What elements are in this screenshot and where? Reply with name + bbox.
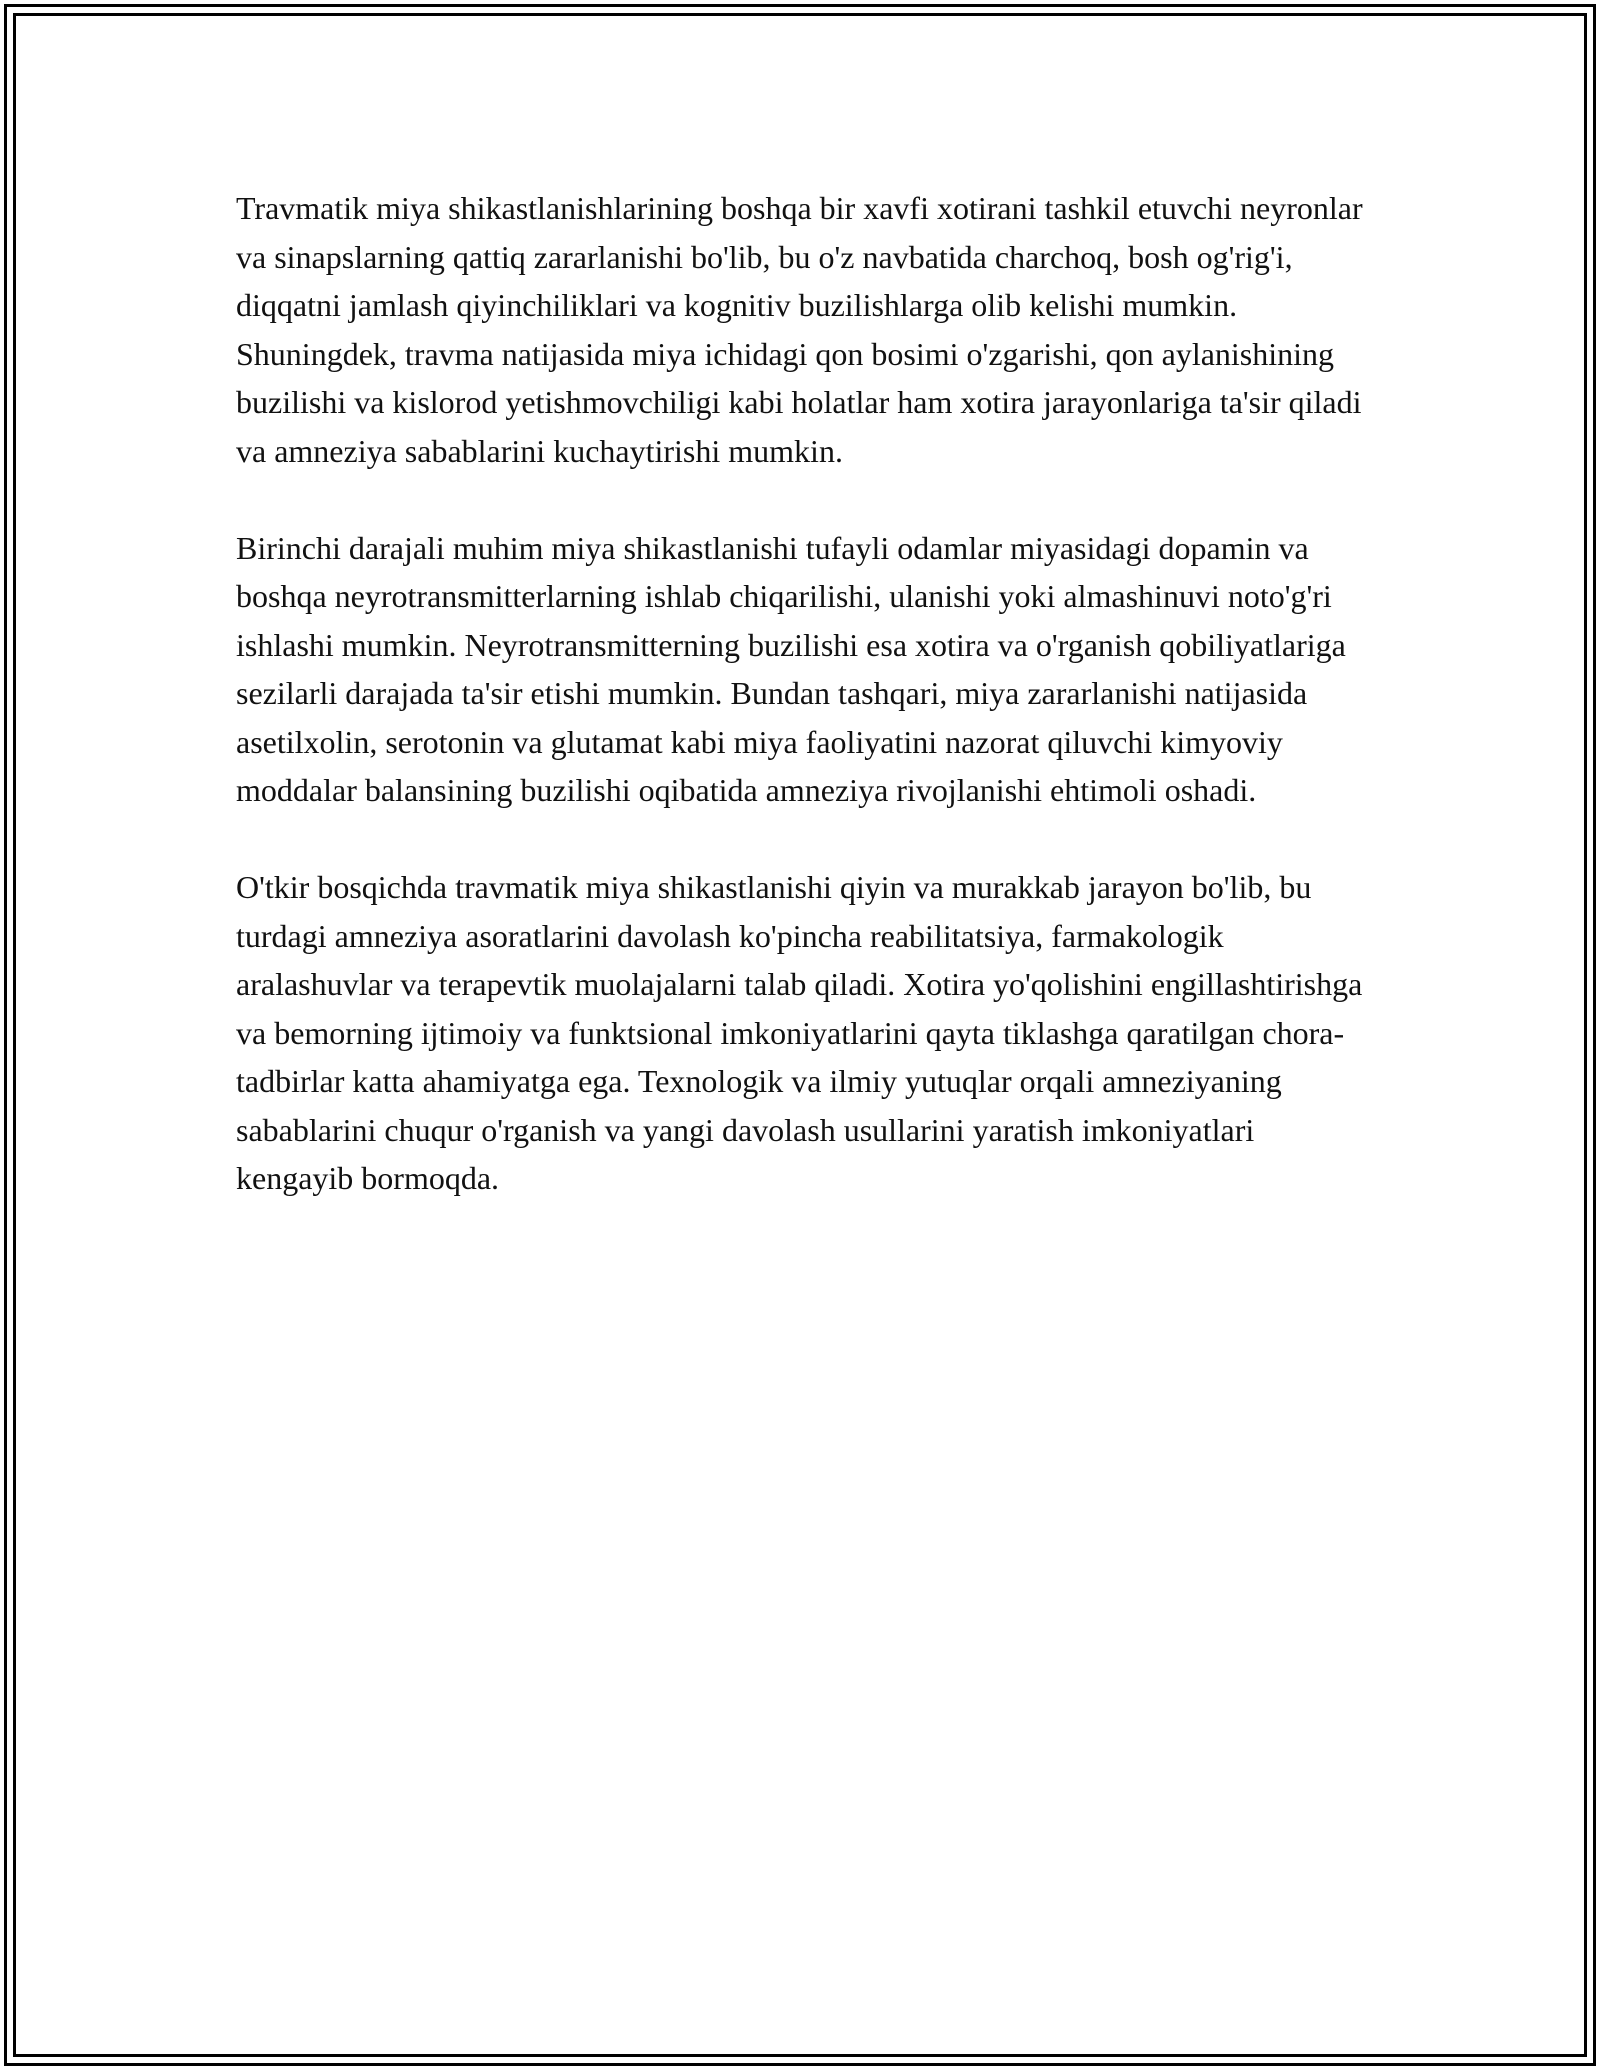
paragraph-1: Travmatik miya shikastlanishlarining boshqa bir xavfi xotirani tashkil etuvchi neyronlar va sinapslarning qattiq zararlanishi bo'lib, bu o'z navbatida charchoq, bosh og'rig'i, diqqatni jamlash qiyinchiliklari va kognitiv buzilishlarga olib kelishi mumkin. Shuningdek, travma natijasida miya ichidagi qon bosimi o'zgarishi, qon aylanishining buzilishi va kislorod yetishmovchiligi kabi holatlar ham xotira jarayonlariga ta'sir qiladi va amneziya sabablarini kuchaytirishi mumkin. bbox=[236, 190, 1363, 469]
document-body bbox=[236, 184, 1366, 1251]
paragraph-3: O'tkir bosqichda travmatik miya shikastlanishi qiyin va murakkab jarayon bo'lib, bu turdagi amneziya asoratlarini davolash ko'pincha reabilitatsiya, farmakologik aralashuvlar va terapevtik muolajalarni talab qiladi. Xotira yo'qolishini engillashtirishga va bemorning ijtimoiy va funktsional imkoniyatlarini qayta tiklashga qaratilgan chora-tadbirlar katta ahamiyatga ega. Texnologik va ilmiy yutuqlar orqali amneziyaning sabablarini chuqur o'rganish va yangi davolash usullarini yaratish imkoniyatlari kengayib bormoqda. bbox=[236, 869, 1363, 1196]
paragraph-2: Birinchi darajali muhim miya shikastlanishi tufayli odamlar miyasidagi dopamin va boshqa neyrotransmitterlarning ishlab chiqarilishi, ulanishi yoki almashinuvi noto'g'ri ishlashi mumkin. Neyrotransmitterning buzilishi esa xotira va o'rganish qobiliyatlariga sezilarli darajada ta'sir etishi mumkin. Bundan tashqari, miya zararlanishi natijasida asetilxolin, serotonin va glutamat kabi miya faoliyatini nazorat qiluvchi kimyoviy moddalar balansining buzilishi oqibatida amneziya rivojlanishi ehtimoli oshadi. bbox=[236, 529, 1346, 808]
